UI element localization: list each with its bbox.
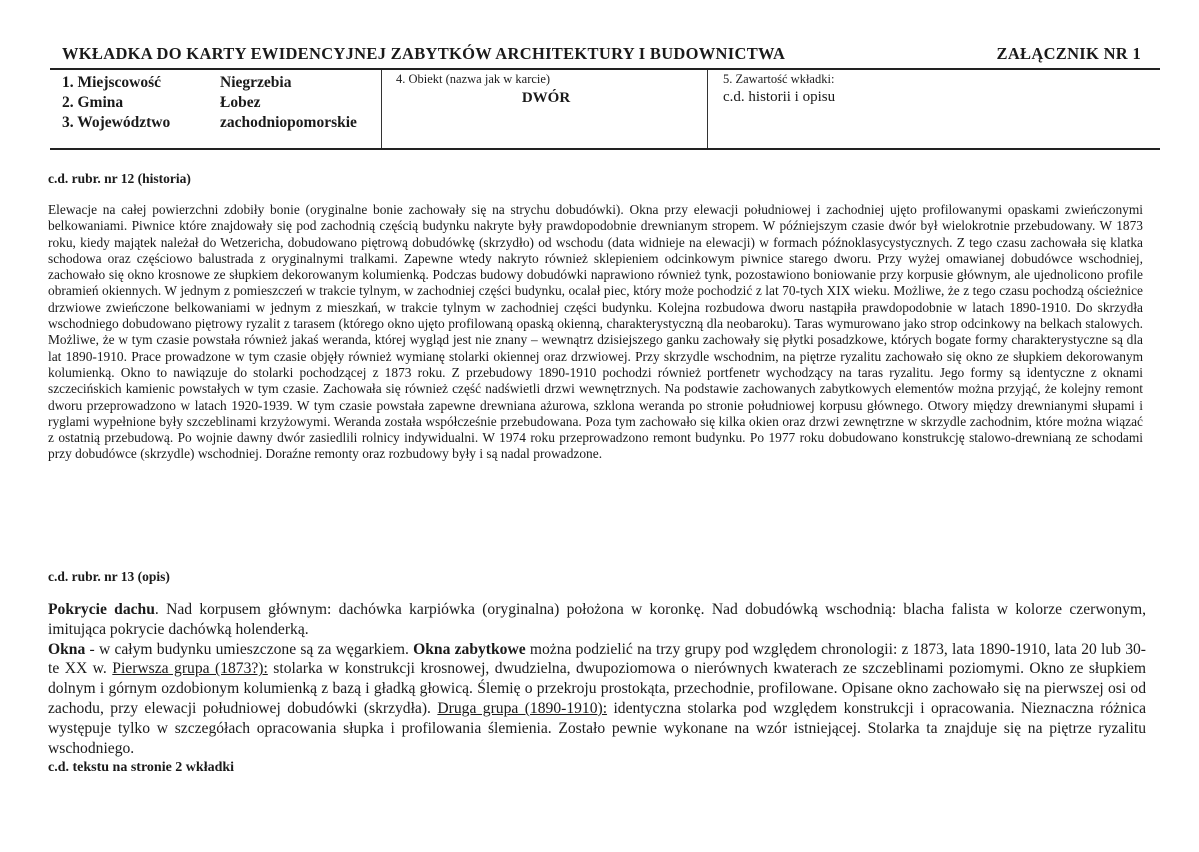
attachment-number: ZAŁĄCZNIK NR 1 (996, 44, 1141, 63)
column-divider (707, 70, 708, 148)
windows-text: - w całym budynku umieszczone są za węgarkiem. (85, 640, 414, 658)
roof-text: . Nad korpusem głównym: dachówka karpiówka (oryginalna) położona w koronkę. Nad dobudówką wschodnią: blacha falista w kolorze czerwonym, imitująca pokrycie dachówką holenderką. (48, 601, 1146, 638)
column-divider (381, 70, 382, 148)
historic-windows-label: Okna zabytkowe (413, 640, 526, 658)
object-value: DWÓR (521, 90, 571, 106)
document-title: WKŁADKA DO KARTY EWIDENCYJNEJ ZABYTKÓW ARCHITEKTURY I BUDOWNICTWA (62, 44, 786, 63)
field-value: Niegrzebia (220, 74, 292, 91)
field-label: 1. Miejscowość (62, 74, 161, 91)
description-heading: c.d. rubr. nr 13 (opis) (48, 569, 170, 584)
historic-windows-text: można podzielić na trzy grupy pod względem chronologii: z 1873, lata 1890-1910, lata 20 lub 30-te XX w. (48, 640, 1146, 678)
location-fields (62, 73, 357, 133)
contents-value: c.d. historii i opisu (723, 89, 836, 105)
field-voivodeship (62, 113, 357, 133)
group2-label: Druga grupa (1890-1910): (437, 699, 608, 717)
history-heading: c.d. rubr. nr 12 (historia) (48, 171, 191, 186)
group1-label: Pierwsza grupa (1873?): (112, 660, 268, 678)
object-label: 4. Obiekt (nazwa jak w karcie) (396, 72, 551, 86)
group2-text: identyczna stolarka pod względem konstrukcji i opracowania. Nieznaczna różnica występuje tylko w szczegółach opracowania słupka i profilowania ślemienia. Zostało pewnie wykonane na wzór istniejącej. Stolarka ta znajduje się na piętrze ryzalitu wschodniego. (48, 699, 1147, 757)
contents-cell (723, 72, 1143, 106)
roof-label: Pokrycie dachu (48, 601, 155, 618)
object-cell (396, 72, 696, 107)
windows-paragraph (48, 640, 1146, 759)
contents-label: 5. Zawartość wkładki: (723, 72, 835, 86)
field-value: Łobez (220, 94, 261, 111)
windows-label: Okna (48, 640, 86, 658)
field-commune (62, 93, 357, 113)
history-text: Elewacje na całej powierzchni zdobiły bonie (oryginalne bonie zachowały się na strychu dobudówki). Okna przy elewacji południowej i zachodniej ujęto profilowanymi opaskami zwieńczonymi belkowaniami. Piwnice które znajdowały się pod zachodnią częścią budynku nakryte były prawdopodobnie drewnianym stropem. W późniejszym czasie dwór był wielokrotnie przebudowany. W 1873 roku, kiedy majątek należał do Wetzericha, dobudowano piętrową dobudówkę (skrzydło) od wschodu (data widnieje na elewacji) w formach późnoklasycystycznych. Z tego czasu zachowała się klatka schodowa oraz częściowo balustrada z oryginalnymi tralkami. Zapewne wtedy nakryto również sklepieniem odcinkowym piwnice starego dworu. Przy wyżej omawianej dobudówce wschodniej, zachowało się okno krosnowe ze słupkiem dekorowanym kolumienką. Podczas budowy dobudówki naprawiono również tynk, pozostawiono boniowanie przy korpusie głównym, ale ujednolicono profile obramień okiennych. W jednym z pomieszczeń w trakcie tylnym, w zachodniej części budynku, ocalał piec, który może pochodzić z lat 70-tych XIX wieku. Możliwe, że z tego czasu pochodzą ościeżnice drzwiowe zwieńczone belkowaniami w jednym z mieszkań, w trakcie tylnym w zachodniej części budynku. Kolejna rozbudowa dworu nastąpiła prawdopodobnie w latach 1890-1910. Do skrzydła wschodniego dobudowano piętrowy ryzalit z tarasem (którego okno ujęto profilowaną opaską okienną, charakterystyczną dla neobaroku). Taras wymurowano jako strop odcinkowy na belkach stalowych. Możliwe, że w tym czasie powstała również jakaś weranda, której wygląd jest nie znany – wewnątrz dzisiejszego ganku zachowały się płytki posadzkowe, których bogate formy charakterystyczne są dla lat 1890-1910. Prace prowadzone w tym czasie objęły również wymianę stolarki okiennej oraz drzwiowej. Przy skrzydle wschodnim, na piętrze ryzalitu zachowało się okno ze słupkiem dekorowanym kolumienką. Okno to nawiązuje do stolarki pochodzącej z 1873 roku. Z przebudowy 1890-1910 pochodzi również portfenetr wychodzący na taras ryzalitu. Jego formy są identyczne z oknami szczecińskich kamienic powstałych w tym czasie. Zachowała się również część nadświetli drzwi wewnętrznych. Na podstawie zachowanych zabytkowych elementów można przyjąć, że kolejny remont dworu przeprowadzono w latach 1920-1939. W tym czasie powstała zapewne drewniana ażurowa, szklona weranda po stronie południowej korpusu głównego. Otwory między drewnianymi słupami i ryglami wypełnione były szczeblinami krzyżowymi. Weranda została współcześnie przebudowana. Poza tym zachowało się kilka okien oraz drzwi zewnętrzne w skrzydle zachodnim, które można wiązać z ostatnią przebudową. Po wojnie dawny dwór zasiedlili rolnicy indywidualni. W 1974 roku przeprowadzono remont budynku. Po 1977 roku dobudowano konstrukcję stalowo-drewnianą ze schodami przy dobudówce (skrzydle) wschodniej. Doraźne remonty oraz rozbudowy były i są nadal prowadzone. (48, 202, 1143, 462)
group1-text: stolarka w konstrukcji krosnowej, dwudzielna, dwupoziomowa o nierównych kwaterach ze szczeblinami poziomymi. Okno ze słupkiem dolnym i górnym ozdobionym kolumienką z bazą i gładką głowicą. Ślemię o przekroju prostokąta, przechodnie, profilowane. Opisane okno zachowało się na pierwszej osi od zachodu, przy elewacji południowej dobudówki (skrzydła). (48, 660, 1147, 717)
field-locality (62, 73, 357, 93)
field-label: 2. Gmina (62, 94, 124, 111)
field-value: zachodniopomorskie (220, 114, 357, 131)
roof-paragraph (48, 600, 1146, 640)
field-label: 3. Województwo (62, 114, 171, 131)
description-body (48, 600, 1146, 778)
continued-note: c.d. tekstu na stronie 2 wkładki (48, 760, 235, 776)
header-table (50, 68, 1160, 150)
